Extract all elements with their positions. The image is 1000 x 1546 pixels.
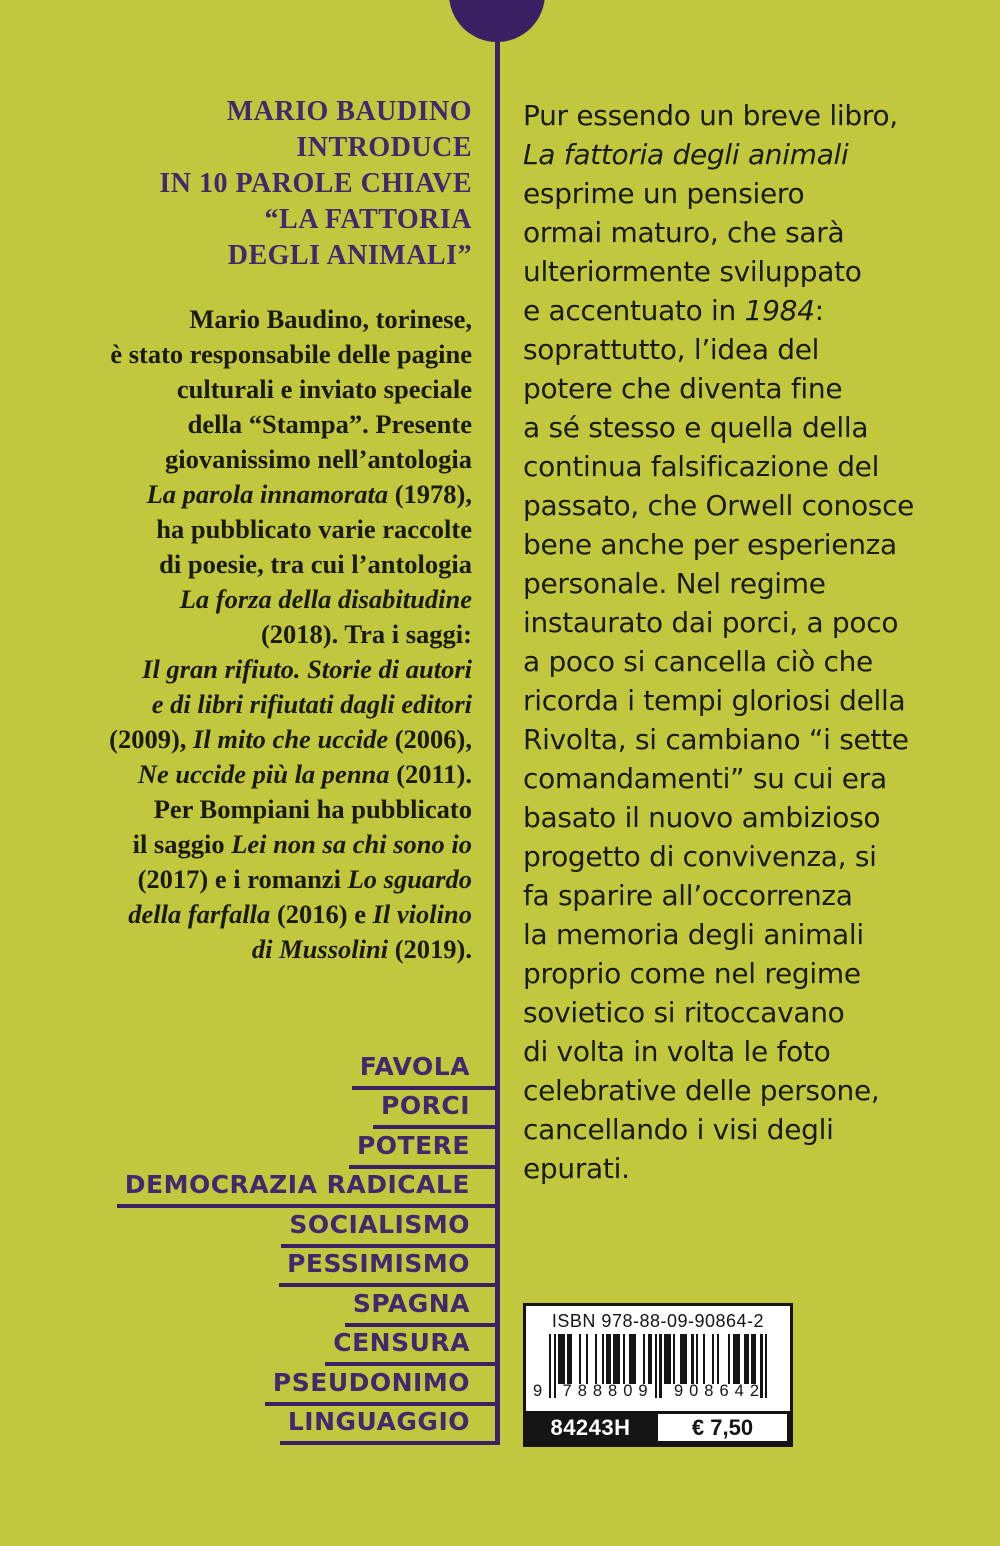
text-line: potere che diventa fine (523, 372, 843, 405)
text-line: cancellando i visi degli (523, 1113, 834, 1146)
keyword-row (0, 1287, 500, 1327)
text-line: Rivolta, si cambiano “i sette (523, 723, 909, 756)
text-line: la memoria degli animali (523, 918, 864, 951)
text-line: proprio come nel regime (523, 957, 861, 990)
intro-line: “LA FATTORIA (264, 204, 472, 235)
text-line: instaurato dai porci, a poco (523, 606, 899, 639)
text-line: e accentuato in 1984: (523, 294, 824, 327)
text-line: La fattoria degli animali (523, 138, 849, 171)
text-line: bene anche per esperienza (523, 528, 897, 561)
text-line: Per Bompiani ha pubblicato (153, 794, 472, 824)
text-line: epurati. (523, 1152, 630, 1185)
top-circle-decoration (449, 0, 545, 42)
text-line: della farfalla (2016) e Il violino (128, 899, 472, 929)
text-line: e di libri rifiutati dagli editori (151, 689, 472, 719)
barcode-block (523, 1303, 793, 1447)
keyword-row (0, 1169, 500, 1209)
text-line: Mario Baudino, torinese, (189, 304, 472, 334)
text-line: Il gran rifiuto. Storie di autori (142, 654, 472, 684)
keyword-item: PORCI (373, 1093, 500, 1129)
text-line: basato il nuovo ambizioso (523, 801, 881, 834)
keyword-row (0, 1208, 500, 1248)
text-line: giovanissimo nell’antologia (165, 444, 472, 474)
book-blurb (523, 96, 914, 1188)
text-line: passato, che Orwell conosce (523, 489, 915, 522)
price-label: € 7,50 (655, 1411, 790, 1444)
text-line: ricorda i tempi gloriosi della (523, 684, 906, 717)
keyword-item: DEMOCRAZIA RADICALE (117, 1172, 500, 1208)
intro-header (159, 94, 472, 274)
keyword-item: FAVOLA (352, 1054, 500, 1090)
text-line: di Mussolini (2019). (251, 934, 472, 964)
text-line: continua falsificazione del (523, 450, 880, 483)
intro-line: DEGLI ANIMALI” (227, 240, 472, 271)
text-line: il saggio Lei non sa chi sono io (132, 829, 472, 859)
edition-code: 84243H (550, 1414, 631, 1440)
keyword-item: SOCIALISMO (281, 1212, 500, 1248)
keyword-item: LINGUAGGIO (280, 1409, 500, 1445)
intro-line: IN 10 PAROLE CHIAVE (159, 168, 472, 199)
keyword-item: PESSIMISMO (279, 1251, 500, 1287)
text-line: (2018). Tra i saggi: (260, 619, 472, 649)
keyword-item: POTERE (349, 1133, 500, 1169)
barcode-bar (765, 1334, 767, 1398)
barcode-digits-right: 908642 (673, 1382, 765, 1400)
text-line: è stato responsabile delle pagine (110, 339, 472, 369)
text-line: Pur essendo un breve libro, (523, 99, 898, 132)
text-line: fa sparire all’occorrenza (523, 879, 853, 912)
isbn-label: ISBN 978-88-09-90864-2 (551, 1311, 765, 1331)
text-line: a poco si cancella ciò che (523, 645, 873, 678)
text-line: esprime un pensiero (523, 177, 805, 210)
text-line: a sé stesso e quella della (523, 411, 869, 444)
keyword-row (0, 1090, 500, 1130)
intro-line: INTRODUCE (296, 132, 472, 163)
text-line: di poesie, tra cui l’antologia (159, 549, 472, 579)
text-line: La parola innamorata (1978), (146, 479, 472, 509)
text-line: della “Stampa”. Presente (187, 409, 472, 439)
text-line: culturali e inviato speciale (176, 374, 472, 404)
text-line: ha pubblicato varie raccolte (156, 514, 472, 544)
keyword-row (0, 1406, 500, 1446)
text-line: La forza della disabitudine (179, 584, 472, 614)
text-line: (2017) e i romanzi Lo sguardo (137, 864, 472, 894)
text-line: progetto di convivenza, si (523, 840, 877, 873)
text-line: personale. Nel regime (523, 567, 826, 600)
text-line: ormai maturo, che sarà (523, 216, 845, 249)
keyword-list (0, 1050, 500, 1445)
text-line: (2009), Il mito che uccide (2006), (109, 724, 472, 754)
keyword-row (0, 1327, 500, 1367)
barcode-area (533, 1334, 767, 1400)
barcode-digit-first: 9 (533, 1382, 543, 1400)
intro-line: MARIO BAUDINO (226, 96, 472, 127)
text-line: soprattutto, l’idea del (523, 333, 820, 366)
text-line: sovietico si ritoccavano (523, 996, 845, 1029)
price-strip (526, 1411, 790, 1444)
author-bio (109, 302, 472, 967)
barcode-digits-left: 788809 (562, 1382, 654, 1400)
text-line: ulteriormente sviluppato (523, 255, 862, 288)
keyword-item: PSEUDONIMO (265, 1370, 500, 1406)
keyword-item: CENSURA (325, 1330, 500, 1366)
text-line: di volta in volta le foto (523, 1035, 831, 1068)
keyword-row (0, 1248, 500, 1288)
keyword-row (0, 1129, 500, 1169)
keyword-row (0, 1366, 500, 1406)
keyword-item: SPAGNA (345, 1291, 500, 1327)
text-line: comandamenti” su cui era (523, 762, 887, 795)
text-line: Ne uccide più la penna (2011). (137, 759, 472, 789)
text-line: celebrative delle persone, (523, 1074, 880, 1107)
barcode-digits (533, 1382, 765, 1401)
keyword-row (0, 1050, 500, 1090)
